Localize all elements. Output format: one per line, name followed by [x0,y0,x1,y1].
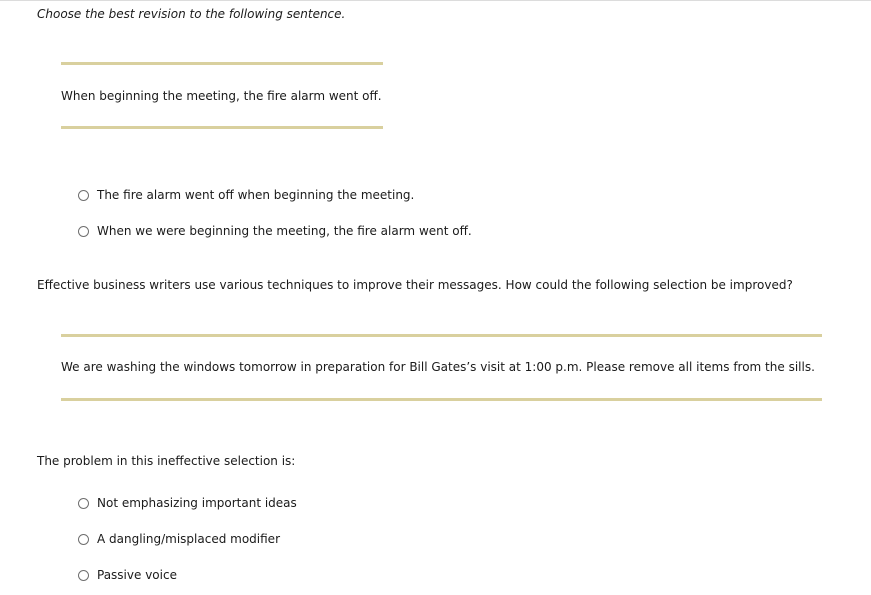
question1-option-1-label[interactable]: The fire alarm went off when beginning the meeting. [97,188,415,202]
radio-unselected-icon[interactable] [78,570,89,581]
top-divider [0,0,871,1]
radio-unselected-icon[interactable] [78,534,89,545]
question1-option-1[interactable] [78,187,414,203]
question2-prompt: Effective business writers use various techniques to improve their messages. How could the following selection be improved? [37,278,793,292]
question2-option-2[interactable] [78,531,280,547]
question2-selection: We are washing the windows tomorrow in preparation for Bill Gates’s visit at 1:00 p.m. Please remove all items from the sills. [61,360,815,374]
question1-option-2-label[interactable]: When we were beginning the meeting, the fire alarm went off. [97,224,472,238]
question1-top-rule [61,62,383,65]
question1-instruction: Choose the best revision to the following sentence. [37,7,346,21]
question2-bottom-rule [61,398,822,401]
question1-bottom-rule [61,126,383,129]
question2-sub-prompt: The problem in this ineffective selection is: [37,454,296,468]
question1-sentence: When beginning the meeting, the fire alarm went off. [61,89,382,103]
question2-top-rule [61,334,822,337]
radio-unselected-icon[interactable] [78,498,89,509]
question2-option-1-label[interactable]: Not emphasizing important ideas [97,496,297,510]
question2-option-3[interactable] [78,567,177,583]
question2-option-2-label[interactable]: A dangling/misplaced modifier [97,532,280,546]
question2-option-1[interactable] [78,495,297,511]
radio-unselected-icon[interactable] [78,190,89,201]
radio-unselected-icon[interactable] [78,226,89,237]
question1-option-2[interactable] [78,223,472,239]
question2-option-3-label[interactable]: Passive voice [97,568,177,582]
